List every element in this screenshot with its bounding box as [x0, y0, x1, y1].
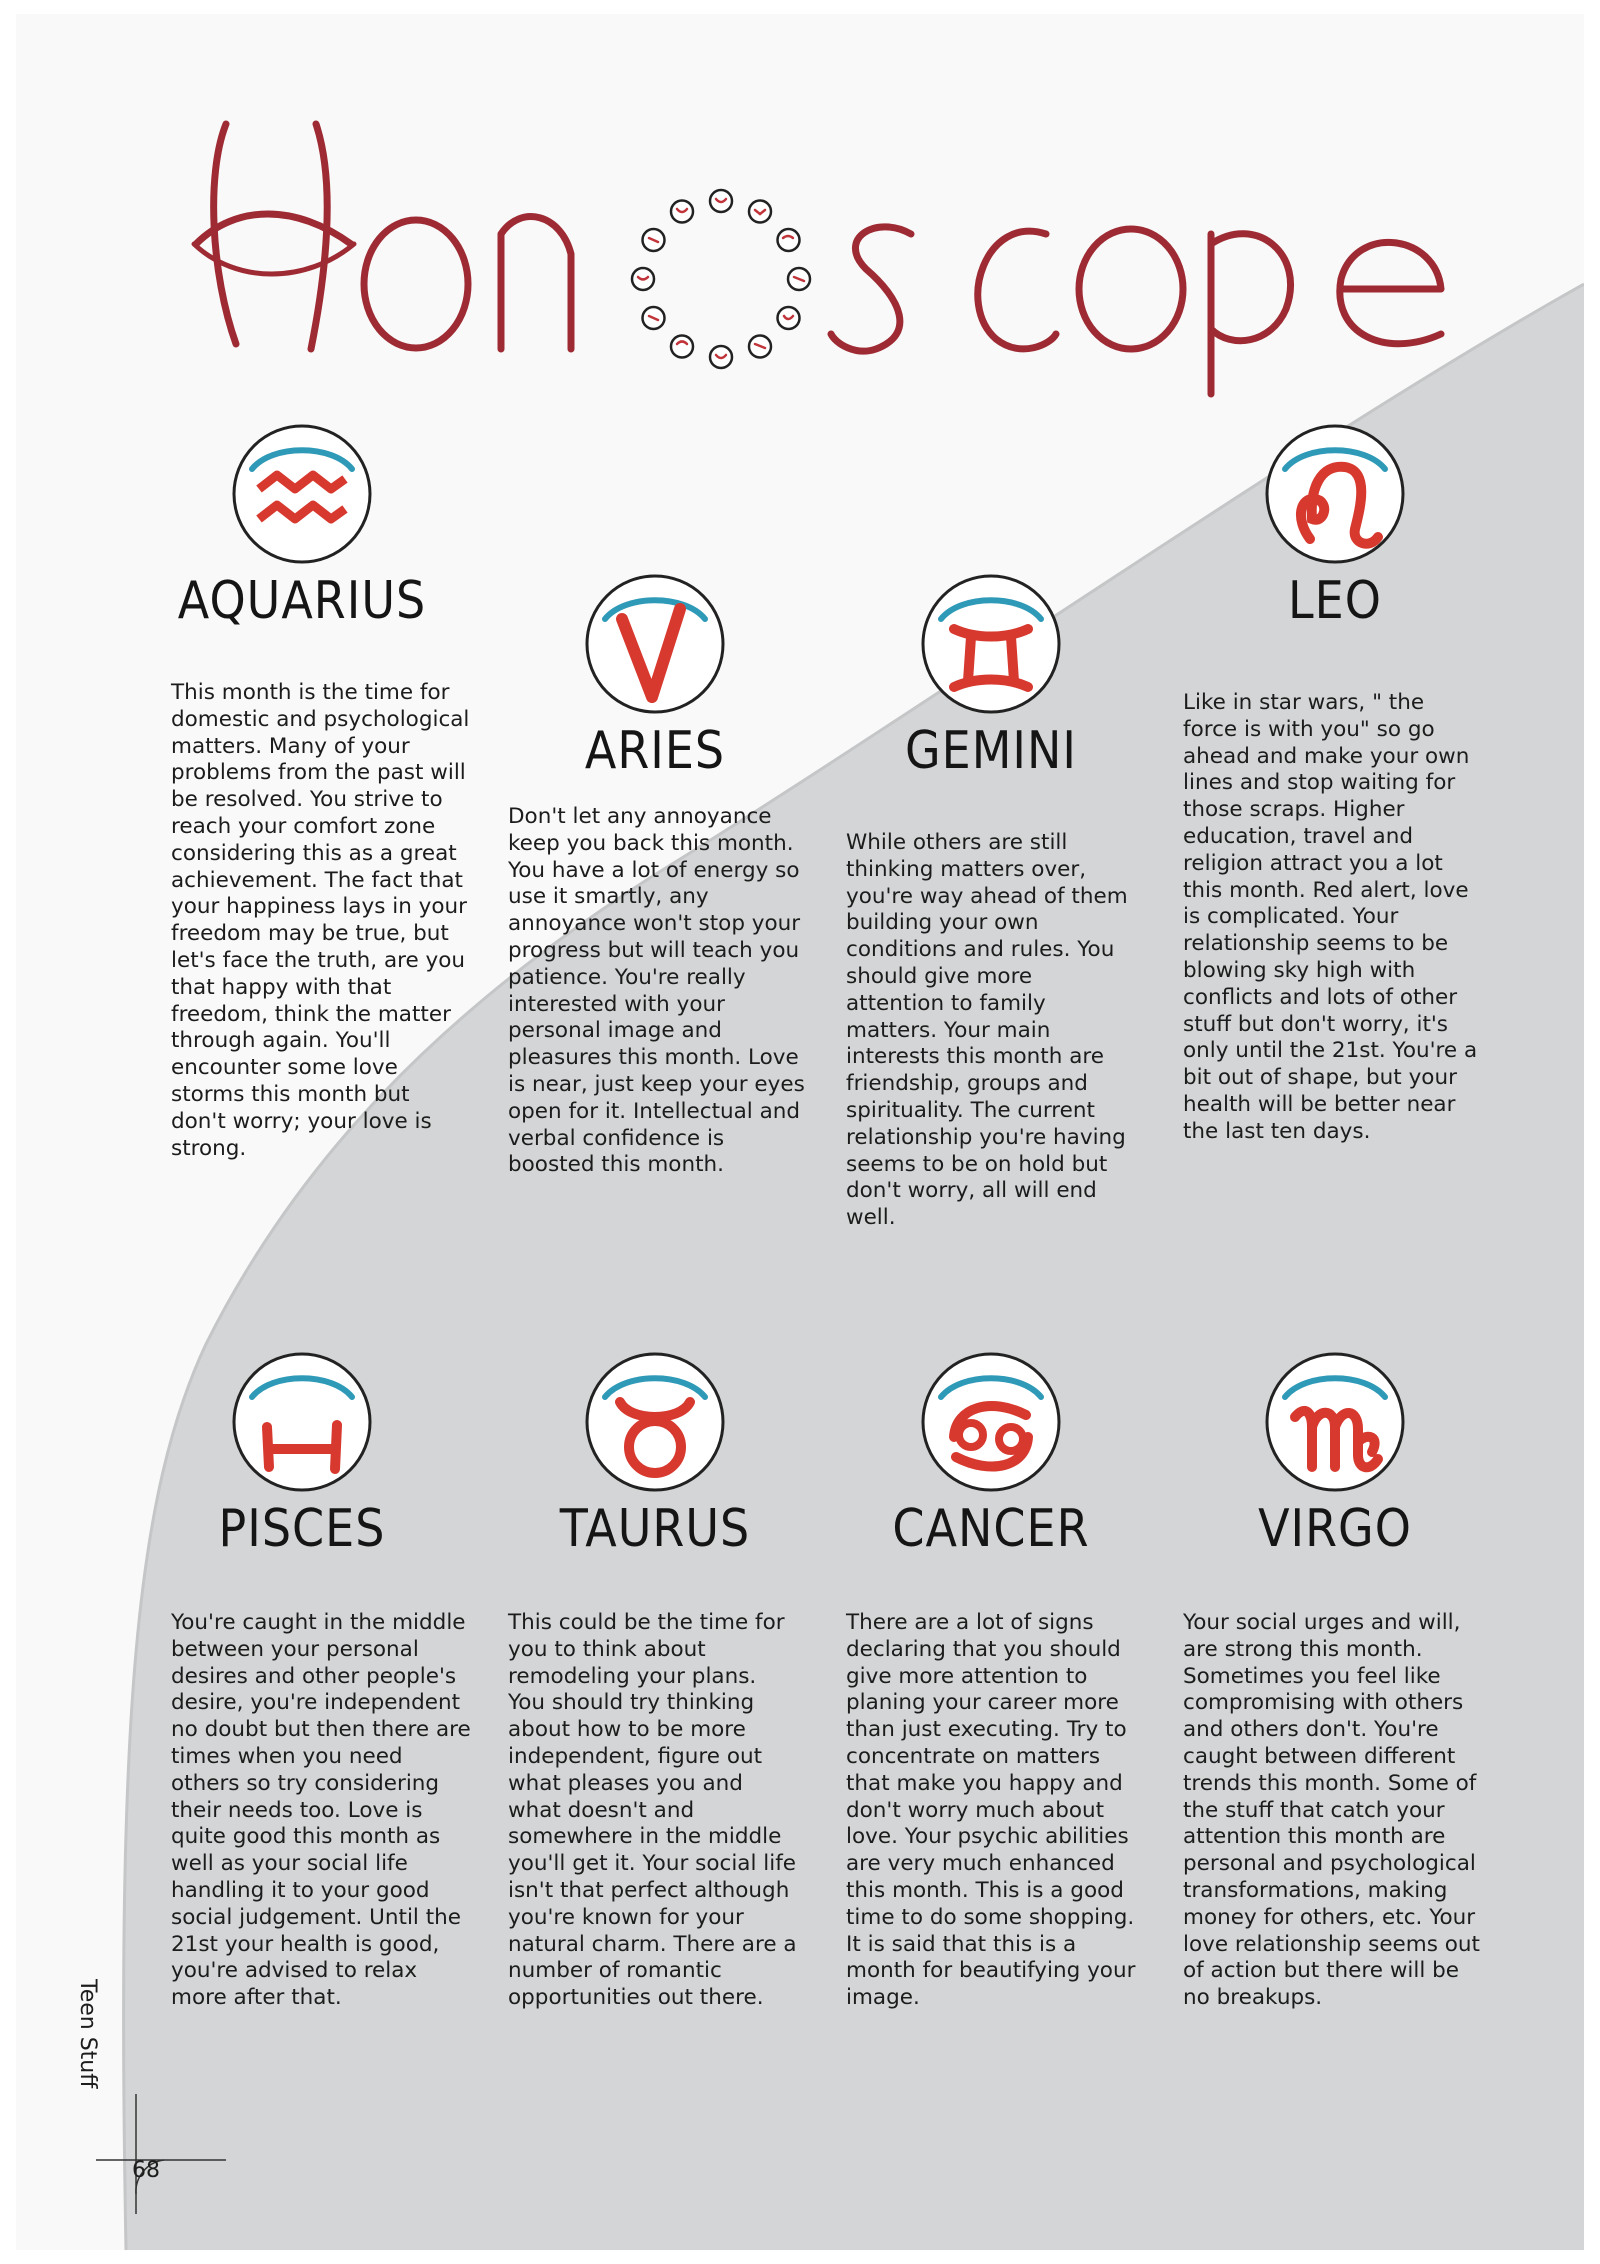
sign-name: VIRGO: [1258, 1497, 1412, 1559]
sign-name: GEMINI: [905, 719, 1077, 781]
cancer-text: There are a lot of signs declaring that you should give more attention to planing your career more than just executing. Try to concentrate on matters that make you happy and don't worry much about love. Your psychic abilities are very much enhanced this month. This is a good time to do some shopping. It is said that this is a month for beautifying your image.: [846, 1610, 1136, 2011]
zodiac-wheel-icon: [632, 190, 810, 368]
sign-gemini: [841, 569, 1141, 781]
sign-name: PISCES: [218, 1497, 386, 1559]
cancer-symbol-icon: [916, 1347, 1066, 1497]
section-label: Teen Stuff: [75, 1979, 100, 2089]
sign-taurus: [505, 1347, 805, 1559]
sign-name: AQUARIUS: [177, 569, 427, 631]
aries-symbol-icon: [580, 569, 730, 719]
sign-name: ARIES: [584, 719, 726, 781]
aquarius-text: This month is the time for domestic and psychological matters. Many of your problems from the past will be resolved. You strive to reach your comfort zone considering this as a great achievement. The fact that your happiness lays in your freedom may be true, but let's face the truth, are you that happy with that freedom, think the matter through again. You'll encounter some love storms this month but don't worry; your love is strong.: [171, 680, 470, 1161]
sign-virgo: [1185, 1347, 1485, 1559]
taurus-symbol-icon: [580, 1347, 730, 1497]
pisces-symbol-icon: [227, 1347, 377, 1497]
aries-text: Don't let any annoyance keep you back this month. You have a lot of energy so use it smartly, any annoyance won't stop your progress but will teach you patience. You're really interested with your personal image and pleasures this month. Love is near, just keep your eyes open for it. Intellectual and verbal confidence is boosted this month.: [508, 804, 805, 1178]
sign-cancer: [841, 1347, 1141, 1559]
leo-text: Like in star wars, " the force is with you" so go ahead and make your own lines and stop waiting for those scraps. Higher education, travel and religion attract you a lot this month. Red alert, love is complicated. Your relationship seems to be blowing sky high with conflicts and lots of other stuff but don't worry, it's only until the 21st. You're a bit out of shape, but your health will be better near the last ten days.: [1183, 690, 1478, 1144]
page-title: [176, 94, 1476, 414]
sign-name: TAURUS: [559, 1497, 751, 1559]
leo-symbol-icon: [1260, 419, 1410, 569]
taurus-text: This could be the time for you to think about remodeling your plans. You should try thinking about how to be more independent, figure out what pleases you and what doesn't and somewhere in the middle you'll get it. Your social life isn't that perfect although you're known for your natural charm. There are a number of romantic opportunities out there.: [508, 1610, 797, 2011]
sign-name: CANCER: [892, 1497, 1090, 1559]
sign-leo: [1185, 419, 1485, 631]
corner-mark: [96, 2094, 226, 2214]
sign-aries: [505, 569, 805, 781]
aquarius-symbol-icon: [227, 419, 377, 569]
sign-pisces: [152, 1347, 452, 1559]
gemini-text: While others are still thinking matters over, you're way ahead of them building your own conditions and rules. You should give more attention to family matters. Your main interests this month are friendship, groups and spirituality. The current relationship you're having seems to be on hold but don't worry, all will end well.: [846, 830, 1128, 1231]
gemini-symbol-icon: [916, 569, 1066, 719]
virgo-symbol-icon: [1260, 1347, 1410, 1497]
magazine-page: [16, 14, 1584, 2250]
virgo-text: Your social urges and will, are strong this month. Sometimes you feel like compromising with others and others don't. You're caught between different trends this month. Some of the stuff that catch your attention this month are personal and psychological transformations, making money for others, etc. Your love relationship seems out of action but there will be no breakups.: [1183, 1610, 1480, 2011]
sign-name: LEO: [1288, 569, 1382, 631]
pisces-text: You're caught in the middle between your personal desires and other people's desire, you're independent no doubt but then there are times when you need others so try considering their needs too. Love is quite good this month as well as your social life handling it to your good social judgement. Until the 21st your health is good, you're advised to relax more after that.: [171, 1610, 471, 2011]
sign-aquarius: [152, 419, 452, 631]
page-number: 68: [132, 2158, 160, 2183]
